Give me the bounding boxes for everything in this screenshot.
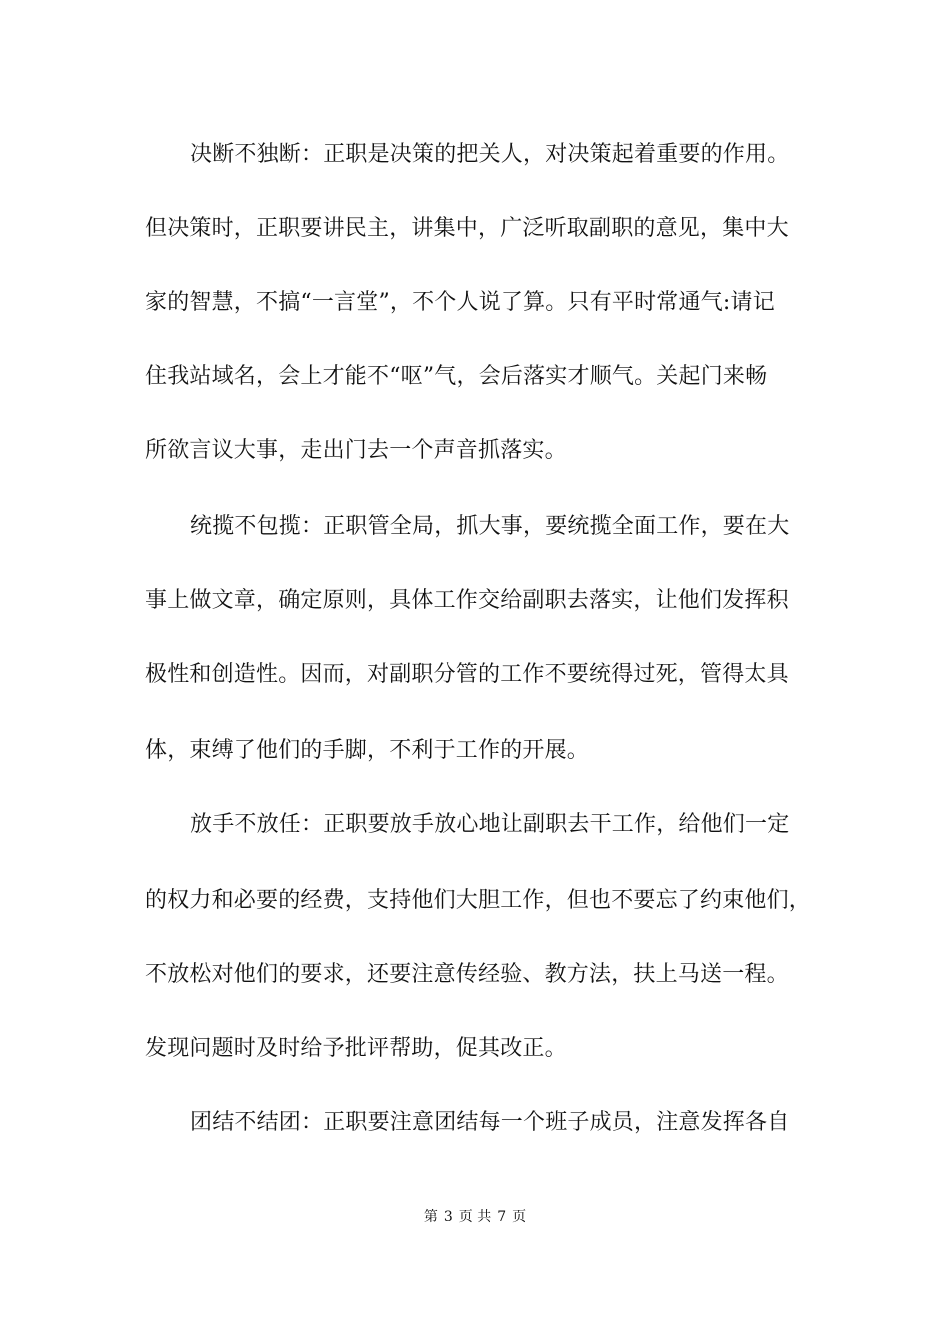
page-label-mid: 页 共 [458,1209,492,1225]
page-label-prefix: 第 [423,1209,438,1225]
paragraph-line: 事上做文章，确定原则，具体工作交给副职去落实，让他们发挥积 [145,588,789,613]
paragraph-line: 团结不结团：正职要注意团结每一个班子成员，注意发挥各自 [190,1110,790,1135]
paragraph-line: 所欲言议大事，走出门去一个声音抓落实。 [145,438,567,463]
total-pages-number: 7 [497,1209,507,1225]
paragraph-line: 的权力和必要的经费，支持他们大胆工作，但也不要忘了约束他们， [145,888,812,913]
paragraph-line: 住我站域名，会上才能不“呕”气，会后落实才顺气。关起门来畅 [145,364,768,389]
paragraph-line: 极性和创造性。因而，对副职分管的工作不要统得过死，管得太具 [145,662,789,687]
paragraph-line: 发现问题时及时给予批评帮助，促其改正。 [145,1036,567,1061]
paragraph-line: 体，束缚了他们的手脚，不利于工作的开展。 [145,738,590,763]
paragraph-line: 决断不独断：正职是决策的把关人，对决策起着重要的作用。 [190,142,790,167]
paragraph-line: 不放松对他们的要求，还要注意传经验、教方法，扶上马送一程。 [145,962,789,987]
paragraph-line: 但决策时，正职要讲民主，讲集中，广泛听取副职的意见，集中大 [145,216,789,241]
page-label-suffix: 页 [512,1209,527,1225]
paragraph-line: 统揽不包揽：正职管全局，抓大事，要统揽全面工作，要在大 [190,514,790,539]
current-page-number: 3 [443,1209,453,1225]
page-footer [0,1207,950,1227]
paragraph-line: 放手不放任：正职要放手放心地让副职去干工作，给他们一定 [190,812,790,837]
paragraph-line: 家的智慧，不搞“一言堂”，不个人说了算。只有平时常通气:请记 [145,290,775,315]
